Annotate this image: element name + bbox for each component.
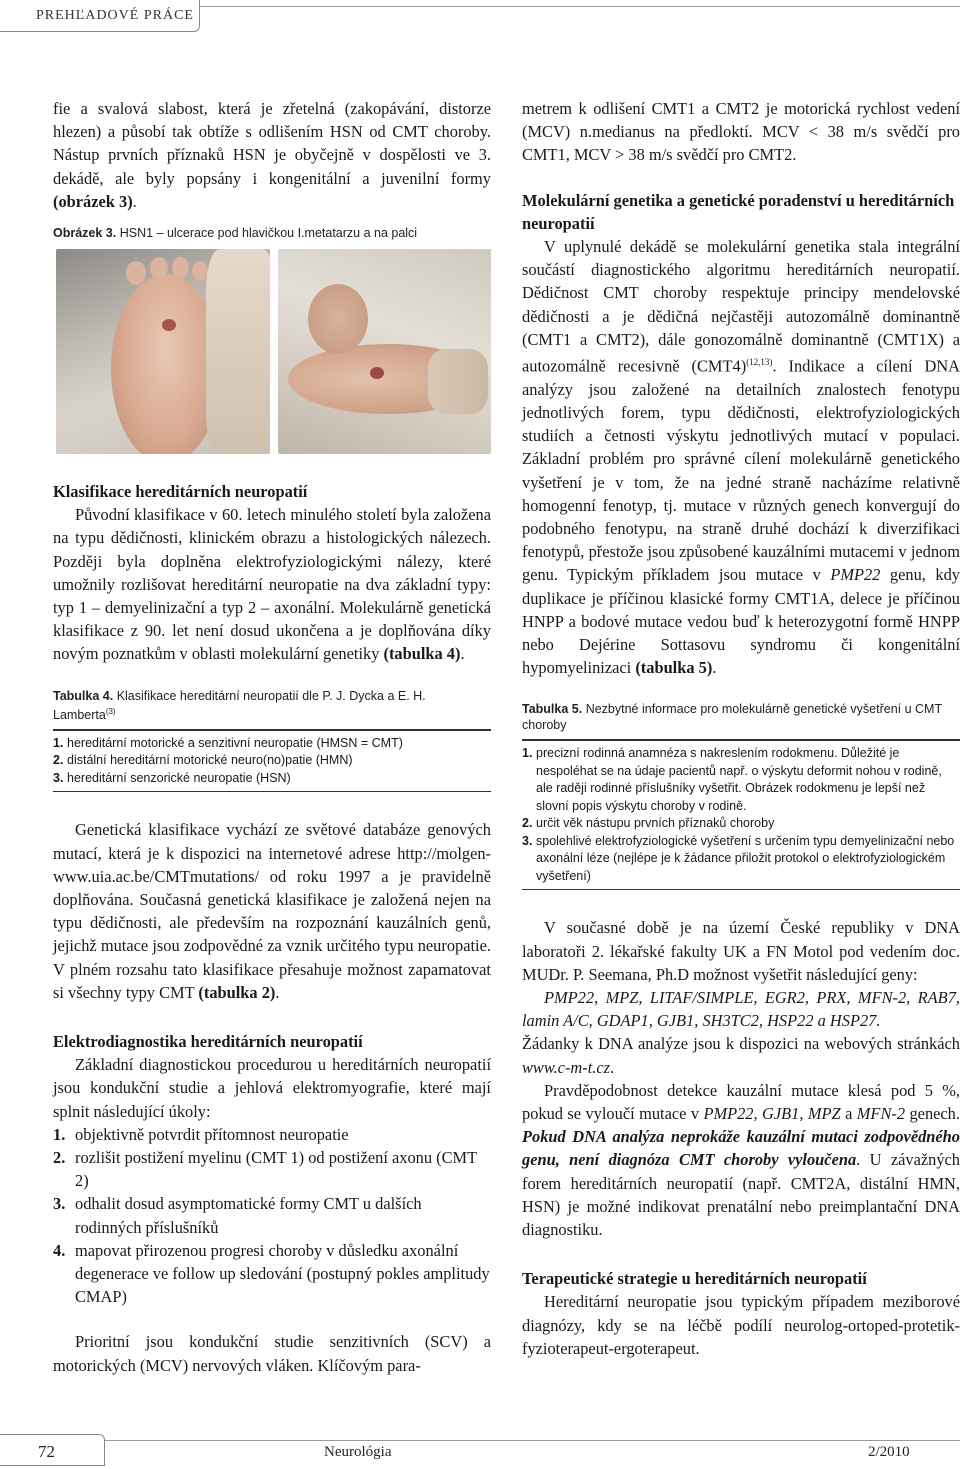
item-number: 1. bbox=[53, 1124, 66, 1144]
item-text: určit věk nástupu prvních příznaků choroby bbox=[536, 816, 775, 831]
item-number: 1. bbox=[53, 735, 64, 750]
item-number: 2. bbox=[53, 1147, 66, 1167]
requests-paragraph: Žádanky k DNA analýze jsou k dispozici na webových stránkách www.c-m-t.cz. bbox=[522, 1034, 960, 1077]
table-5-item bbox=[522, 833, 960, 886]
footer-rule bbox=[0, 1440, 960, 1466]
left-column bbox=[53, 97, 491, 1377]
item-number: 3. bbox=[522, 833, 533, 848]
item-text: hereditární senzorické neuropatie (HSN) bbox=[67, 770, 291, 785]
czech-lab-paragraph: V současné době je na území České republiky v DNA laboratoři 2. lékařské fakulty UK a FN Motol pod vedením doc. MUDr. P. Seemana, Ph.D možnost vyšetřit následující geny: bbox=[522, 918, 960, 984]
issue-number: 2/2010 bbox=[868, 1444, 910, 1460]
item-text: precizní rodinná anamnéza s nakreslením rodokmenu. Důležité je nespoléhat se na údaje pacientů např. o výskytu deformit nohou v rodině, ale raději rodinné příslušníky vyšetřit. Obrázek rodokmenu je lepší než slovní popis výskytu choroby v rodině. bbox=[536, 746, 942, 813]
header-rule bbox=[200, 6, 960, 7]
item-text: spolehlivé elektrofyziologické vyšetření s určením typu demyelinizační nebo axonální léze (nejlépe je k žádance přiložit protokol o elektrofyziologickém vyšetření) bbox=[536, 833, 955, 883]
page-number: 72 bbox=[38, 1442, 55, 1461]
table-4-caption: Tabulka 4. Klasifikace hereditární neuropatií dle P. J. Dycka a E. H. Lamberta$^{(3)}$ bbox=[53, 688, 426, 722]
priority-paragraph: Prioritní jsou kondukční studie senzitivních (SCV) a motorických (MCV) nervových vláken. Klíčovým para- bbox=[53, 1332, 491, 1375]
task-item bbox=[53, 1239, 491, 1309]
item-text: mapovat přirozenou progresi choroby v důsledku axonální degenerace ve follow up sledování (postupný pokles amplitudy CMAP) bbox=[75, 1240, 490, 1307]
mcv-paragraph: metrem k odlišení CMT1 a CMT2 je motorická rychlost vedení (MCV) n.medianus na předloktí. MCV < 38 m/s svědčí pro CMT1, MCV > 38 m/s svědčí pro CMT2. bbox=[522, 99, 960, 165]
foot-photo-side bbox=[278, 249, 492, 454]
item-number: 2. bbox=[522, 816, 533, 831]
table-5-caption: Tabulka 5. Nezbytné informace pro molekulárně genetické vyšetření u CMT choroby bbox=[522, 702, 942, 733]
table-5-item bbox=[522, 745, 960, 815]
table-4 bbox=[53, 688, 491, 793]
item-text: distální hereditární motorické neuro(no)patie (HMN) bbox=[67, 753, 353, 768]
classification-paragraph: Původní klasifikace v 60. letech minulého století byla založena na typu dědičnosti, klinickém obrazu a histologických nálezech. Později byla doplněna elektrofyziologickými nálezy, které umožnily rozlišovat hereditární neuropatie na dva základní typy: typ 1 – demyelinizační a typ 2 – axonální. Molekulárně genetická klasifikace z 90. let není dosud ukončena a je doplňována díky novým poznatkům v oblasti molekulární genetiky (tabulka 4). bbox=[53, 505, 491, 664]
intro-paragraph: fie a svalová slabost, která je zřetelná (zakopávání, distorze hlezen) a působí tak obtíže s odlišením HSN od CMT choroby. Nástup prvních příznaků HSN je obyčejně v dospělosti ve 3. dekádě, ale byly popsány i kongenitální a juvenilní formy (obrázek 3). bbox=[53, 99, 491, 211]
table-4-item bbox=[53, 735, 491, 753]
task-item bbox=[53, 1192, 491, 1238]
item-text: rozlišit postižení myelinu (CMT 1) od postižení axonu (CMT 2) bbox=[75, 1147, 477, 1191]
task-item bbox=[53, 1123, 491, 1146]
item-number: 3. bbox=[53, 770, 64, 785]
probability-paragraph: Pravděpodobnost detekce kauzální mutace klesá pod 5 %, pokud se vyloučí mutace v PMP22, GJB1, MPZ a MFN-2 genech. Pokud DNA analýza neprokáže kauzální mutaci zodpovědného genu, není diagnóza CMT choroby vyloučena. U závažných forem hereditárních neuropatií (např. CMT2A, distální HMN, HSN) je možné indikovat prenatální nebo preimplantační DNA diagnostiku. bbox=[522, 1080, 960, 1239]
item-text: objektivně potvrdit přítomnost neuropatie bbox=[75, 1124, 349, 1144]
table-4-item bbox=[53, 770, 491, 788]
tasks-list bbox=[53, 1123, 491, 1309]
table-5-item bbox=[522, 815, 960, 833]
electrodiagnostics-paragraph: Základní diagnostickou procedurou u hereditárních neuropatií jsou kondukční studie a jehlová elektromyografie, které mají splnit následující úkoly: bbox=[53, 1055, 491, 1121]
section-title-classification: Klasifikace hereditárních neuropatií bbox=[53, 482, 308, 502]
figure-caption: Obrázek 3. HSN1 – ulcerace pod hlavičkou I.metatarzu a na palci bbox=[53, 226, 418, 241]
foot-photo-sole bbox=[56, 249, 270, 454]
table-4-list bbox=[53, 731, 491, 792]
section-header bbox=[0, 0, 200, 32]
item-number: 1. bbox=[522, 746, 533, 761]
section-title-genetics: Molekulární genetika a genetické poradenství u hereditárních neuropatií bbox=[522, 190, 955, 233]
table-5 bbox=[522, 701, 960, 890]
item-number: 3. bbox=[53, 1194, 66, 1214]
therapy-paragraph: Hereditární neuropatie jsou typickým případem meziborové diagnózy, kdy se na léčbě podílí neurolog-ortoped-protetik-fyzioterapeut-ergoterapeut. bbox=[522, 1292, 960, 1358]
table-rule bbox=[522, 889, 960, 890]
genetics-paragraph: V uplynulé dekádě se molekulární genetika stala integrální součástí diagnostického algoritmu hereditárních neuropatií. Dědičnost CMT choroby respektuje principy mendelovské dědičnosti a je dědičná nejčastěji autozomálně dominantně (CMT1 a CMT2), dále gonozomálně dominantně (CMT1X) a autozomálně recesivně $(CMT4)^{(12,13)}$. Indikace a cílení DNA analýzy jsou založené na detailních znalostech fenotypu jednotlivých forem, typu dědičnosti, elektrofyziologických studiích a četnosti výskytu jednotlivých mutací v populaci. Základní problém pro správné cílení molekulárně genetického vyšetření je v tom, že na jedné straně nacházíme relativně homogenní fenotyp, tj. mutace v různých genech konvergují do podobného fenotypu, na straně druhé dochází k diverzifikaci fenotypů, přestože jsou způsobené kauzálními mutacemi v jednom genu. Typickým příkladem jsou mutace v PMP22 genu, kdy duplikace je příčinou klasické formy CMT1A, delece je příčinou HNPP a bodové mutace vedou buď k heterozygotní formě HNPP nebo Dejérine Sottasovu syndromu či kongenitální hypomyelinizaci (tabulka 5). bbox=[522, 237, 960, 678]
genes-list: PMP22, MPZ, LITAF/SIMPLE, EGR2, PRX, MFN-2, RAB7, lamin A/C, GDAP1, GJB1, SH3TC2, HSP22 a HSP27. bbox=[522, 987, 960, 1031]
item-number: 2. bbox=[53, 753, 64, 768]
section-title-electrodiagnostics: Elektrodiagnostika hereditárních neuropatií bbox=[53, 1031, 363, 1051]
right-column bbox=[522, 97, 960, 1360]
section-title-therapy: Terapeutické strategie u hereditárních neuropatií bbox=[522, 1269, 867, 1289]
table-rule bbox=[53, 791, 491, 792]
item-text: odhalit dosud asymptomatické formy CMT u dalších rodinných příslušníků bbox=[75, 1194, 422, 1237]
section-label: PREHĽADOVÉ PRÁCE bbox=[36, 8, 194, 23]
table-5-list bbox=[522, 741, 960, 889]
genetic-paragraph: Genetická klasifikace vychází ze světové databáze genových mutací, která je k dispozici na internetové adrese http://molgen-www.uia.ac.be/CMTmutations/ od roku 1997 a je pravidelně doplňována. Současná genetická klasifikace je založená nejen na typu dědičnosti, ale především na rozpoznání kauzálních genů, jejichž mutace jsou zodpovědné za vznik určitého typu neuropatie. V plném rozsahu tato klasifikace přesahuje možnost zapamatovat si všechny typy CMT (tabulka 2). bbox=[53, 820, 491, 1002]
item-number: 4. bbox=[53, 1240, 66, 1260]
journal-name: Neurológia bbox=[324, 1444, 392, 1460]
table-4-item bbox=[53, 752, 491, 770]
task-item bbox=[53, 1146, 491, 1192]
figure-3 bbox=[56, 249, 491, 454]
item-text: hereditární motorické a senzitivní neuropatie (HMSN = CMT) bbox=[67, 735, 403, 750]
